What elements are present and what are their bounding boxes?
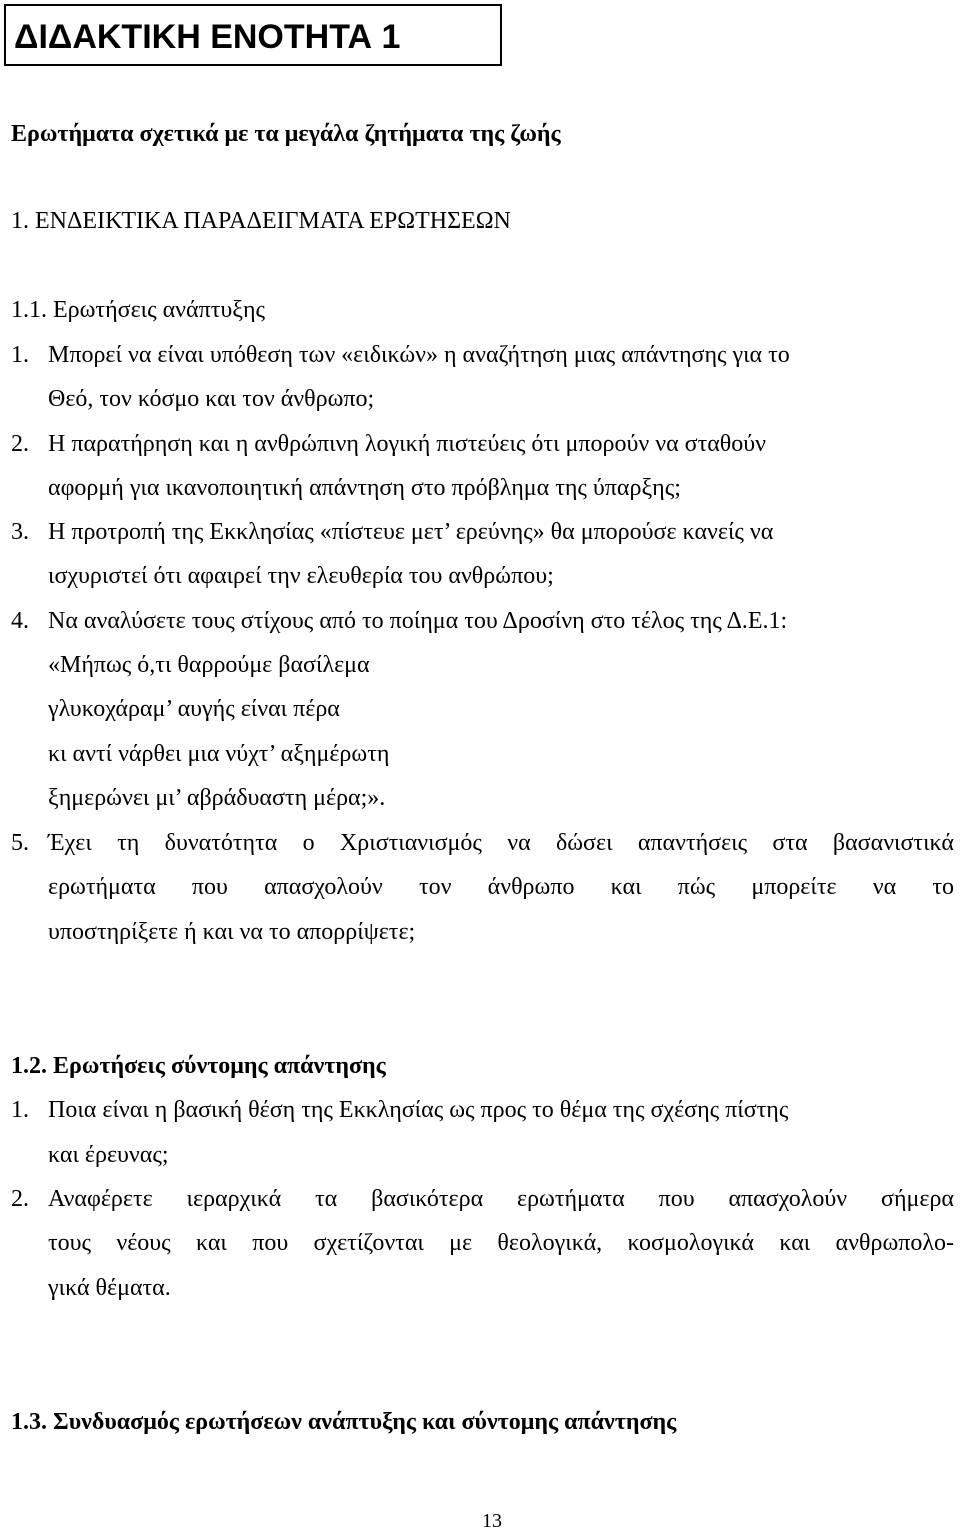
list-item-line: αφορμή για ικανοποιητική απάντηση στο πρόβλημα της ύπαρξης; bbox=[48, 475, 681, 501]
poem-line: «Μήπως ό,τι θαρρούμε βασίλεμα bbox=[48, 652, 370, 678]
poem-line: γλυκοχάραμ’ αυγής είναι πέρα bbox=[48, 696, 340, 722]
list-item-number: 5. bbox=[11, 830, 29, 856]
list-item-line: τους νέους και που σχετίζονται με θεολογικά, κοσμολογικά και ανθρωπολο- bbox=[48, 1230, 954, 1256]
list-item-line: υποστηρίξετε ή και να το απορρίψετε; bbox=[48, 919, 416, 945]
list-item-number: 2. bbox=[11, 1186, 29, 1212]
list-item-line: ερωτήματα που απασχολούν τον άνθρωπο και πώς μπορείτε να το bbox=[48, 874, 954, 900]
subsection-heading-development: 1.1. Ερωτήσεις ανάπτυξης bbox=[11, 297, 266, 323]
unit-title: ΔΙΔΑΚΤΙΚΗ ΕΝΟΤΗΤΑ 1 bbox=[14, 18, 401, 56]
subsection-heading-combined: 1.3. Συνδυασμός ερωτήσεων ανάπτυξης και σύντομης απάντησης bbox=[11, 1409, 677, 1435]
list-item-line: γικά θέματα. bbox=[48, 1275, 171, 1301]
list-item-number: 2. bbox=[11, 431, 29, 457]
list-item-line: Θεό, τον κόσμο και τον άνθρωπο; bbox=[48, 386, 375, 412]
poem-line: κι αντί νάρθει μια νύχτ’ αξημέρωτη bbox=[48, 741, 390, 767]
list-item-number: 4. bbox=[11, 608, 29, 634]
list-item-line: Ποια είναι η βασική θέση της Εκκλησίας ως προς το θέμα της σχέσης πίστης bbox=[48, 1097, 789, 1123]
list-item-line: και έρευνας; bbox=[48, 1142, 169, 1168]
list-item-line: Μπορεί να είναι υπόθεση των «ειδικών» η αναζήτηση μιας απάντησης για το bbox=[48, 342, 790, 368]
list-item-line: Η προτροπή της Εκκλησίας «πίστευε μετ’ ερεύνης» θα μπορούσε κανείς να bbox=[48, 519, 774, 545]
subsection-heading-short-answer: 1.2. Ερωτήσεις σύντομης απάντησης bbox=[11, 1053, 386, 1079]
list-item-number: 1. bbox=[11, 342, 29, 368]
page-number: 13 bbox=[482, 1510, 502, 1532]
list-item-line: Να αναλύσετε τους στίχους από το ποίημα του Δροσίνη στο τέλος της Δ.Ε.1: bbox=[48, 608, 788, 634]
poem-line: ξημερώνει μι’ αβράδυαστη μέρα;». bbox=[48, 785, 386, 811]
list-item-line: Έχει τη δυνατότητα ο Χριστιανισμός να δώσει απαντήσεις στα βασανιστικά bbox=[48, 830, 954, 856]
list-item-line: Η παρατήρηση και η ανθρώπινη λογική πιστεύεις ότι μπορούν να σταθούν bbox=[48, 431, 767, 457]
unit-title-box bbox=[4, 4, 502, 66]
section-heading: 1. ΕΝΔΕΙΚΤΙΚΑ ΠΑΡΑΔΕΙΓΜΑΤΑ ΕΡΩΤΗΣΕΩΝ bbox=[11, 208, 511, 234]
page-subtitle: Ερωτήματα σχετικά με τα μεγάλα ζητήματα της ζωής bbox=[11, 121, 561, 147]
list-item-number: 3. bbox=[11, 519, 29, 545]
list-item-line: ισχυριστεί ότι αφαιρεί την ελευθερία του ανθρώπου; bbox=[48, 563, 554, 589]
list-item-line: Αναφέρετε ιεραρχικά τα βασικότερα ερωτήματα που απασχολούν σήμερα bbox=[48, 1186, 954, 1212]
list-item-number: 1. bbox=[11, 1097, 29, 1123]
